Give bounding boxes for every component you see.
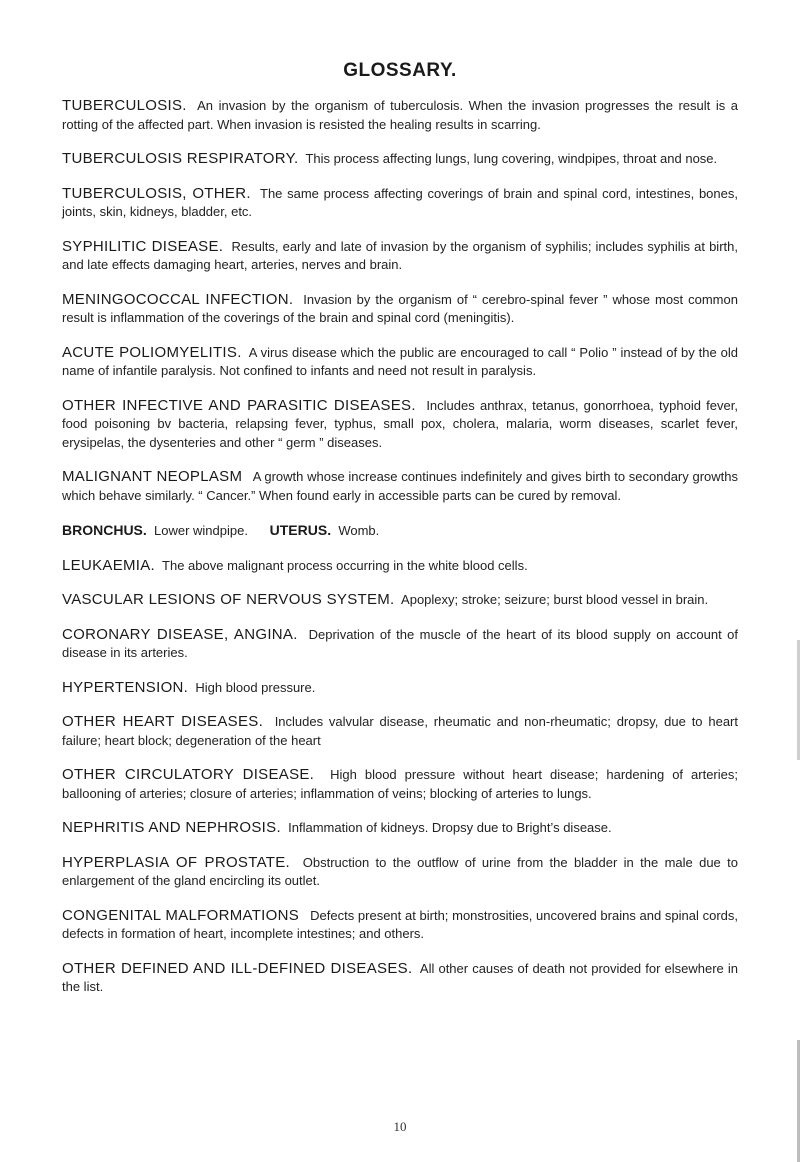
glossary-definition: The above malignant process occurring in the white blood cells. [162,557,528,573]
glossary-entry-hypertension [62,679,738,698]
glossary-entry-other-circulatory-disease [62,766,738,803]
glossary-term: CONGENITAL MALFORMATIONS [62,906,300,924]
glossary-entry-hyperplasia-prostate [62,854,738,891]
glossary-term: OTHER DEFINED AND ILL-DEFINED DISEASES. [62,959,413,977]
glossary-definition: Includes valvular disease, rheumatic and non-rheumatic; dropsy, due to heart failure; heart block; degeneration of the heart [62,714,738,748]
glossary-term: CORONARY DISEASE, ANGINA. [62,625,298,643]
glossary-entry-other-defined-ill-defined [62,960,738,997]
glossary-entry-congenital-malformations [62,907,738,944]
glossary-term: HYPERPLASIA OF PROSTATE. [62,853,291,871]
glossary-term: NEPHRITIS AND NEPHROSIS. [62,819,281,836]
glossary-definition: High blood pressure. [195,679,316,695]
glossary-definition: Defects present at birth; monstrosities, uncovered brains and spinal cords, defects in formation of heart, incomplete intestines; and others. [62,907,738,941]
glossary-term: HYPERTENSION. [62,678,189,696]
glossary-term: SYPHILITIC DISEASE. [62,237,224,255]
glossary-definition: Includes anthrax, tetanus, gonorrhoea, typhoid fever, food poisoning bv bacteria, relapsing fever, typhus, small pox, cholera, malaria, worm diseases, scarlet fever, erysipelas, the dysenteries and other “ germ ” diseases. [62,397,738,450]
glossary-entry-bronchus-uterus [62,521,738,541]
page-number: 10 [393,1119,407,1134]
glossary-definition: Deprivation of the muscle of the heart of its blood supply on account of disease in its arteries. [62,626,738,660]
glossary-definition-secondary: Womb. [338,523,380,538]
glossary-term: OTHER HEART DISEASES. [62,713,264,730]
glossary-definition: Apoplexy; stroke; seizure; burst blood vessel in brain. [401,592,709,607]
glossary-term: MALIGNANT NEOPLASM [62,468,243,485]
glossary-entry-meningococcal-infection [62,291,738,328]
glossary-term: OTHER INFECTIVE AND PARASITIC DISEASES. [62,396,416,414]
glossary-entry-tuberculosis [62,97,738,134]
glossary-term: VASCULAR LESIONS OF NERVOUS SYSTEM. [62,591,395,608]
glossary-entry-tuberculosis-other [62,185,738,222]
glossary-definition: Inflammation of kidneys. Dropsy due to Bright’s disease. [288,820,612,835]
glossary-definition: All other causes of death not provided for elsewhere in the list. [62,960,738,994]
glossary-definition: An invasion by the organism of tuberculosis. When the invasion progresses the result is a rotting of the affected part. When invasion is resisted the healing results in scarring. [62,98,738,132]
glossary-definition: A growth whose increase continues indefinitely and gives birth to secondary growths which behave similarly. “ Cancer.” When found early in accessible parts can be cured by removal. [62,469,738,503]
glossary-entry-tuberculosis-respiratory [62,150,738,169]
glossary-entry-syphilitic-disease [62,238,738,275]
glossary-definition: Obstruction to the outflow of urine from the bladder in the male due to enlargement of the gland encircling its outlet. [62,854,738,888]
glossary-term: TUBERCULOSIS, OTHER. [62,184,251,202]
glossary-definition: The same process affecting coverings of brain and spinal cord, intestines, bones, joints, skin, kidneys, bladder, etc. [62,185,738,219]
glossary-entry-malignant-neoplasm [62,468,738,505]
glossary-term: TUBERCULOSIS RESPIRATORY. [62,150,299,167]
glossary-definition: Results, early and late of invasion by the organism of syphilis; includes syphilis at birth, and late effects damaging heart, arteries, nerves and brain. [62,238,738,272]
page-title: GLOSSARY. [343,60,457,81]
glossary-term: BRONCHUS. [62,522,147,538]
glossary-entry-coronary-disease [62,626,738,663]
glossary-definition: This process affecting lungs, lung covering, windpipes, throat and nose. [305,151,718,166]
glossary-entry-other-heart-diseases [62,713,738,750]
glossary-definition: A virus disease which the public are encouraged to call “ Polio ” instead of by the old name of infantile paralysis. Not confined to infants and need not result in paralysis. [62,344,738,378]
glossary-term: LEUKAEMIA. [62,556,156,574]
glossary-entry-nephritis-nephrosis [62,819,738,838]
glossary-entry-vascular-lesions [62,591,738,610]
glossary-entry-leukaemia [62,557,738,576]
glossary-term-secondary: UTERUS. [269,522,332,538]
glossary-term: ACUTE POLIOMYELITIS. [62,343,242,361]
glossary-definition: High blood pressure without heart disease; hardening of arteries; ballooning of arteries; closure of arteries; inflammation of veins; blocking of arteries to lungs. [62,767,738,801]
glossary-term: MENINGOCOCCAL INFECTION. [62,290,294,308]
glossary-term: OTHER CIRCULATORY DISEASE. [62,766,315,783]
glossary-entry-other-infective-diseases [62,397,738,453]
glossary-term: TUBERCULOSIS. [62,97,187,114]
glossary-list [62,97,738,1013]
glossary-definition: Invasion by the organism of “ cerebro-spinal fever ” whose most common result is inflammation of the coverings of the brain and spinal cord (meningitis). [62,291,738,325]
glossary-definition: Lower windpipe. [154,523,248,538]
glossary-entry-acute-poliomyelitis [62,344,738,381]
